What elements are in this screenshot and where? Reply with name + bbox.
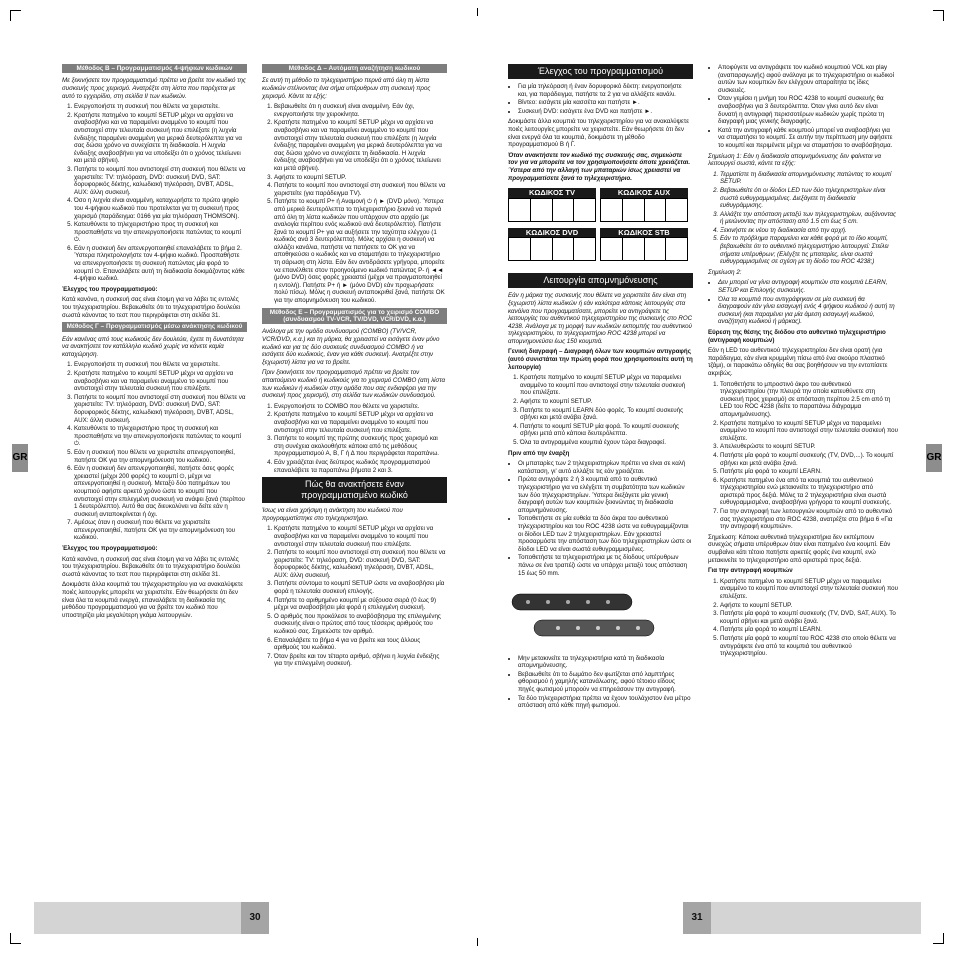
code-digit-boxes xyxy=(508,198,596,222)
paragraph: Ανάλογα με την ομάδα συνδυασμού (COMBO) (TV/VCR, VCR/DVD, κ.α.) και τη μάρκα, θα χρειαστεί να εισάγετε έναν μόνο κωδικό και για τις δύο συσκευές συνδυασμού COMBO ή να εισάγετε δύο κωδικούς, έναν για κάθε συσκευή. Ανατρέξτε στην ξεχωριστή λίστα για να το βρείτε. xyxy=(262,328,440,366)
list-item: • Μην μετακινείτε τα τηλεχειριστήρια κατά τη διαδικασία απομνημόνευσης. xyxy=(518,655,693,670)
list-item: 3. Αφήστε το κουμπί SETUP. xyxy=(274,174,447,182)
section-header: Μέθοδος Β – Προγραμματισμός 4-ψήφιων κωδικών xyxy=(62,64,247,73)
list-item: 4. Πατήστε το κουμπί που αντιστοιχεί στη συσκευή που θέλετε να χειριστείτε (για παράδειγμα TV). xyxy=(274,182,447,197)
list-item: 2. Κρατήστε πατημένο το κουμπί SETUP μέχρι να αρχίσει να αναβοσβήνει και να παραμείνει αναμμένο το κουμπί που αντιστοιχεί στην τελευταία συσκευή που επιλέξατε (η λυχνία ένδειξης παραμένει αναμμένη για μερικά δευτερόλεπτα για να σας δώσει χρόνο να συνεχίσετε τη διαδικασία. Η λυχνία ένδειξης αναβοσβήνει για να υποδείξει ότι ο χρόνος τελείωνει και μετά σβήνει). xyxy=(74,112,247,165)
code-digit-boxes xyxy=(600,237,688,261)
bullet-list xyxy=(708,279,898,326)
language-tab-left: GR xyxy=(12,444,28,472)
steps-list xyxy=(62,361,247,542)
list-item: • Δεν μπορεί να γίνει αντιγραφή κουμπιών στα κουμπιά LEARN, SETUP και Επιλογής συσκευής. xyxy=(718,279,898,294)
code-field-dvd xyxy=(508,228,596,262)
list-item: 2. Βεβαιωθείτε ότι οι δίοδοι LED των δύο τηλεχειριστηρίων είναι σωστά ευθυγραμμισμένες. Διεξάγετε τη διαδικασία ευθυγράμμισης. xyxy=(720,187,898,210)
subheading: Έλεγχος του προγραμματισμού: xyxy=(62,285,158,293)
list-item: 4. Εάν χρειάζεται ένας δεύτερος κωδικός προγραμματισμού επαναλάβετε τα παραπάνω βήματα 2 και 3. xyxy=(274,459,447,474)
list-item: • Τα δύο τηλεχειριστήρια πρέπει να έχουν τουλάχιστον ένα μέτρο απόσταση από κάθε πηγή φωτισμού. xyxy=(518,695,693,710)
list-item: 3. Πατήστε σύντομα το κουμπί SETUP ώστε να αναβοσβήσει μία φορά η τελευταία συσκευή επιλογής. xyxy=(274,580,447,595)
list-item: 5. Πατήστε μία φορά το κουμπί LEARN. xyxy=(720,468,898,476)
section-header: Μέθοδος Δ – Αυτόματη αναζήτηση κωδικού xyxy=(262,64,447,73)
list-item: • Αποφύγετε να αντιγράψετε τον κωδικό κουμπιού VOL και play (αναπαραγωγής) αφού ανάλογα με το τηλεχειριστήριο οι κωδικοί αυτών των κουμπιών δεν ελέγχουν απαραίτητα τις ίδιες συσκευές. xyxy=(718,64,898,94)
steps-list xyxy=(708,381,898,531)
code-digit-boxes xyxy=(508,237,596,261)
steps-list xyxy=(262,525,447,668)
list-item: 6. Εάν η συσκευή δεν απενεργοποιηθεί επαναλάβετε το βήμα 2. Ύστερα πληκτρολογήστε τον 4-ψήφιο κωδικό. Προσπαθήστε να απενεργοποιήσετε τη συσκευή πατώντας μία φορά το κουμπί ⏻. Επαναλάβετε αυτή τη διαδικασία δοκιμάζοντας κάθε 4-ψήφιο κωδικό. xyxy=(74,245,247,283)
column-3 xyxy=(508,64,693,713)
list-item: 4. Ξεκινήστε εκ νέου τη διαδικασία από την αρχή. xyxy=(720,227,898,235)
list-item: 2. Πατήστε το κουμπί που αντιστοιχεί στη συσκευή που θέλετε να χειριστείτε: TV: τηλεόραση, DVD: συσκευή DVD, SAT: δορυφορικός δέκτης, καλωδιακή τηλεόραση, DVBT, ADSL, AUX: άλλη συσκευή. xyxy=(274,549,447,579)
footer-bar xyxy=(711,902,921,934)
footer-bar xyxy=(34,902,241,934)
bullet-list xyxy=(508,460,693,577)
list-item: 6. Επαναλάβετε το βήμα 4 για να βρείτε και τους άλλους αριθμούς του κωδικού. xyxy=(274,637,447,652)
crop-mark xyxy=(10,933,21,944)
section-header: Λειτουργία απομνημόνευσης xyxy=(508,273,693,288)
list-item: • Βίντεο: εισάγετε μία κασσέτα και πατήστε ►. xyxy=(518,99,693,107)
list-item: 2. Αφήστε το κουμπί SETUP. xyxy=(720,602,898,610)
list-item: 2. Κρατήστε πατημένο το κουμπί SETUP μέχρι να αρχίσει να αναβοσβήνει και να παραμείνει αναμμένο το κουμπί που αντιστοιχεί στην τελευταία συσκευή που επιλέξατε. xyxy=(74,370,247,393)
list-item: 4. Πατήστε μία φορά το κουμπί LEARN. xyxy=(720,626,898,634)
list-item: 2. Αφήστε το κουμπί SETUP. xyxy=(520,398,693,406)
section-header: Πώς θα ανακτήσετε έναν προγραμματισμένο κωδικό xyxy=(262,477,447,503)
list-item: 4. Πατήστε μία φορά το κουμπί συσκευής (TV, DVD,...). Το κουμπί σβήνει και μετά ανάβει ξανά. xyxy=(720,452,898,467)
code-digit-boxes xyxy=(600,198,688,222)
page-number-right: 31 xyxy=(683,902,711,934)
list-item: 1. Κρατήστε πατημένο το κουμπί SETUP μέχρι να παραμείνει αναμμένο το κουμπί που αντιστοιχεί στην τελευταία συσκευή που επιλέξατε. xyxy=(520,374,693,397)
code-field-tv xyxy=(508,188,596,222)
list-item: 2. Κρατήστε πατημένο το κουμπί SETUP μέχρι να αρχίσει να αναβοσβήνει και να παραμείνει αναμμένο το κουμπί που αντιστοιχεί στην τελευταία συσκευή που επιλέξατε. xyxy=(274,411,447,434)
section-header: Μέθοδος Γ – Προγραμματισμός μέσω ανάκτησης κωδικού xyxy=(62,322,247,331)
paragraph: Κατά κανόνα, η συσκευή σας είναι έτοιμη για να λάβει τις εντολές του τηλεχειριστηρίου. Βεβαιωθείτε ότι το τηλεχειριστήριο δουλεύει σωστά κάνοντας το τεστ που περιγράφεται στη σελίδα 31. xyxy=(62,296,241,319)
section-header: Έλεγχος του προγραμματισμού xyxy=(508,64,693,79)
paragraph: Σε αυτή τη μέθοδο το τηλεχειριστήριο περνά από όλη τη λίστα κωδικών στέλνοντας ένα σήμα υπέρυθρων στη συσκευή προς χειρισμό. Κάντε τα εξής: xyxy=(262,77,431,100)
paragraph: Δοκιμάστε άλλα κουμπιά του τηλεχειριστηρίου για να ανακαλύψετε ποιές λειτουργίες μπορείτε να χειριστείτε. Εάν θεωρήσετε ότι δεν είναι ενεργά όλα τα κουμπιά, δοκιμάστε τη μέθοδο προγραμματισμού Β ή Γ. xyxy=(508,118,689,149)
code-label: ΚΩΔΙΚΟΣ TV xyxy=(508,188,596,198)
crop-mark xyxy=(933,933,944,944)
list-item: • Τοποθετήστε σε μία ευθεία τα δύο άκρα του αυθεντικού τηλεχειριστηρίου και του ROC 4238 ώστε να ευθυγραμμίζονται οι δίοδοι LED των 2 τηλεχειριστηρίων. Εάν χρειαστεί προσαρμόστε την απόσταση των δύο τηλεχειριστηρίων ώστε οι δίοδοι LED να είναι σωστά ευθυγραμμισμένες. xyxy=(518,515,693,553)
list-item: • Κατά την αντιγραφή κάθε κουμπιού μπορεί να αναβοσβήνει για να σταματήσει το κουμπί. Σε αυτήν την περίπτωση μην αφήσετε το κουμπί και περιμένετε μέχρι να σταματήσει το αναβόσβησμα. xyxy=(718,127,898,150)
list-item: 5. Κατευθύνετε το τηλεχειριστήριο προς τη συσκευή και προσπαθήστε να την απενεργοποιήσετε πατώντας το κουμπί ⏻. xyxy=(74,221,247,244)
steps-list xyxy=(708,171,898,266)
page-number-left: 30 xyxy=(241,902,269,934)
subheading: Γενική διαγραφή – Διαγραφή όλων των κουμπιών αντιγραφής (αυτό συνιστάται την πρώτη φορά που χρησιμοποιείτε αυτή τη λειτουργία) xyxy=(508,348,693,371)
code-label: ΚΩΔΙΚΟΣ STB xyxy=(600,228,688,238)
list-item: 1. Τερματίστε τη διαδικασία απομνημόνευσης πατώντας το κουμπί SETUP. xyxy=(720,171,898,186)
paragraph: Εάν η μάρκα της συσκευής που θέλετε να χειριστείτε δεν είναι στη ξεχωριστή λίστα κωδικών ή εάν καλύτερα κάποιες λειτουργίες στα κανάλια που προγραμματίσατε, μπορείτε να αντιγράψετε τις λειτουργίες του αυθεντικού τηλεχειριστηρίου της συσκευής στο ROC 4238. Ανάλογα με τη μορφή των κωδικών εκπομπής του αυθεντικού τηλεχειριστηρίου, το τηλεχειριστήριο ROC 4238 μπορεί να απομνημονεύσει έως 150 κουμπιά. xyxy=(508,292,693,345)
list-item: 3. Πατήστε το κουμπί της πρώτης συσκευής προς χειρισμό και στη συνέχεια ακολουθήστε κάποια από τις μεθόδους προγραμματισμού Α, Β, Γ ή Δ που περιγράφεται παραπάνω. xyxy=(274,435,447,458)
list-item: • Οι μπαταρίες των 2 τηλεχειριστηρίων πρέπει να είναι σε καλή κατάσταση, γι' αυτό αλλάξτε τις εάν χρειάζεται. xyxy=(518,460,693,475)
subheading: Για την αντιγραφή κουμπιών xyxy=(708,567,793,575)
list-item: 5. Ο αριθμός που προκάλεσε το αναβόσβησμα της επιλεγμένης συσκευής είναι ο πρώτος από τους τέσσερις αριθμούς του κωδικού σας. Σημειώστε τον αριθμό. xyxy=(274,613,447,636)
steps-list xyxy=(262,103,447,304)
paragraph: Δοκιμάστε άλλα κουμπιά του τηλεχειριστηρίου για να ανακαλύψετε ποιές λειτουργίες μπορείτε να χειριστείτε. Εάν θεωρήσετε ότι δεν είναι όλα τα κουμπιά ενεργά, επαναλάβετε τη διαδικασία της μεθόδου προγραμματισμού για να βρείτε τον κωδικό που υποστηρίζει μία μεγαλύτερη γκάμα λειτουργιών. xyxy=(62,581,243,619)
section-header: Μέθοδος Ε – Προγραμματισμός για το χειρισμό COMBO (συνδυασμού TV-VCR, TV/DVD, VCR/DVD, κ.α.) xyxy=(262,308,447,325)
list-item: 1. Τοποθετήστε το μπροστινό άκρο του αυθεντικού τηλεχειριστηρίου (την πλευρά την οποία κατευθύνετε στη συσκευή προς χειρισμό) σε απόσταση περίπου 2.5 cm από τη LED του ROC 4238 (δείτε το παραπάνω διάγραμμα απομνημόνευσης). xyxy=(720,381,898,419)
steps-list xyxy=(508,374,693,446)
list-item: 5. Όλα τα αντιγραμμένα κουμπιά έχουν τώρα διαγραφεί. xyxy=(520,439,693,447)
list-item: • Συσκευή DVD: εισάγετε ένα DVD και πατήστε ►. xyxy=(518,108,693,116)
paragraph: Κατά κανόνα, η συσκευή σας είναι έτοιμη για να λάβει τις εντολές του τηλεχειριστηρίου. Βεβαιωθείτε ότι το τηλεχειριστήριο δουλεύει σωστά κάνοντας το τεστ που περιγράφεται στη σελίδα 31. xyxy=(62,555,241,578)
column-4 xyxy=(708,64,898,661)
fold-mark xyxy=(477,8,478,16)
list-item: • Για μία τηλεόραση ή έναν δορυφορικό δέκτη: ενεργοποιήστε και, για παράδειγμα, πατήστε τα 2 για να αλλάξετε κανάλι. xyxy=(518,83,693,98)
code-field-aux xyxy=(600,188,688,222)
crop-mark xyxy=(933,10,944,21)
list-item: 3. Πατήστε το κουμπί που αντιστοιχεί στη συσκευή που θέλετε να χειριστείτε: TV: τηλεόραση, DVD: συσκευή DVD, SAT: δορυφορικός δέκτης, καλωδιακή τηλεόραση, DVBT, ADSL, AUX: άλλη συσκευή. xyxy=(74,394,247,424)
steps-list xyxy=(262,403,447,474)
list-item: • Πρώτα αντιγράψτε 2 ή 3 κουμπιά από το αυθεντικό τηλεχειριστήριο για να ελέγξετε τη συμβατότητα των κωδικών των δύο τηλεχειριστηρίων. Ύστερα διεξάγετε μία γενική διαγραφή αυτών των κουμπιών ξεκινώντας τη διαδικασία απομνημόνευσης. xyxy=(518,476,693,514)
list-item: 5. Εάν το πρόβλημα παραμείνει και κάθε φορά με το ίδιο κουμπί, βεβαιωθείτε ότι το αυθεντικό τηλεχειριστήριο λειτουργεί: Στείλει σήματα υπέρυθρων; (Ελέγξτε τις μπαταρίες, είναι σωστά ευθυγραμμισμένες σε σχέση με τη δίοδο του ROC 4238;) xyxy=(720,235,898,265)
code-label: ΚΩΔΙΚΟΣ DVD xyxy=(508,228,596,238)
paragraph: Όταν ανακτήσετε τον κωδικό της συσκευής σας, σημειώστε τον για να μπορείτε να τον χρησιμοποιήσετε όποτε χρειάζεται. Ύστερα από την αλλαγή των μπαταριών ίσως χρειαστεί να προγραμματίσετε ξανά το τηλεχειριστήριο. xyxy=(508,151,691,182)
list-item: 7. Για την αντιγραφή των λειτουργιών κουμπιών από το αυθεντικό σας τηλεχειριστήριο στο ROC 4238, ανατρέξτε στο βήμα 6 «Για την αντιγραφή κουμπιών». xyxy=(720,508,898,531)
note-title: Σημείωση 1: Εάν η διαδικασία απομνημόνευσης δεν φαίνεται να λειτουργεί σωστά, κάντε τα εξής: xyxy=(708,152,881,168)
list-item: 3. Πατήστε το κουμπί που αντιστοιχεί στη συσκευή που θέλετε να χειριστείτε: TV: τηλεόραση, DVD: συσκευή DVD, SAT: δορυφορικός δέκτης, καλωδιακή τηλεόραση, DVBT, ADSL, AUX: άλλη συσκευή. xyxy=(74,166,247,196)
list-item: 4. Πατήστε το αριθμημένο κουμπί με σύξουσα σειρά (0 έως 9) μέχρι να αναβοσβήσει μία φορά η επιλεγμένη συσκευή. xyxy=(274,597,447,612)
paragraph: Σημείωση: Κάποια αυθεντικά τηλεχειριστήρια δεν εκπέμπουν συνεχώς σήματα υπέρυθρων όταν είναι πατημένο ένα κουμπί. Εάν συμβαίνει κάτι τέτοιο πατήστε αρκετές φορές ένα κουμπί, ενώ μετακινείτε το τηλεχειριστήριο από αριστερά προς δεξιά. xyxy=(708,533,891,564)
list-item: 5. Εάν η συσκευή που θέλετε να χειριστείτε απενεργοποιηθεί, πατήστε OK για την απομνημόνευση του κωδικού. xyxy=(74,449,247,464)
column-2 xyxy=(262,64,447,671)
subheading: Πριν από την έναρξη xyxy=(508,449,570,457)
subheading: Εύρεση της θέσης της διόδου στο αυθεντικό τηλεχειριστήριο (αντιγραφή κουμπιών) xyxy=(708,329,886,344)
list-item: 1. Ενεργοποιήστε τη συσκευή που θέλετε να χειριστείτε. xyxy=(74,361,247,369)
list-item: 4. Κατευθύνετε το τηλεχειριστήριο προς τη συσκευή και προσπαθήστε να την απενεργοποιήσετε πατώντας το κουμπί ⏻. xyxy=(74,425,247,448)
steps-list xyxy=(708,578,898,658)
list-item: 1. Κρατήστε πατημένο το κουμπί SETUP μέχρι να παραμείνει αναμμένο το κουμπί που αντιστοιχεί στην τελευταία συσκευή που επιλέξατε. xyxy=(720,578,898,601)
list-item: 7. Όταν βρείτε και τον τέταρτο αριθμό, σβήνει η λυχνία ένδειξης για την επιλεγμένη συσκευή. xyxy=(274,653,447,668)
list-item: 4. Πατήστε το κουμπί SETUP μία φορά. Το κουμπί συσκευής σβήνει μετά από κάποια δευτερόλεπτα. xyxy=(520,423,693,438)
crop-mark xyxy=(10,10,21,21)
list-item: 4. Όσο η λυχνία είναι αναμμένη, καταχωρήστε το πρώτο ψηφίο του 4-ψήφιου κωδικού που προτείνεται για τη συσκευή προς χειρισμό (παράδειγμα: 0166 για μία τηλεόραση THOMSON). xyxy=(74,197,247,220)
list-item: 2. Κρατήστε πατημένο το κουμπί SETUP μέχρι να αρχίσει να αναβοσβήνει και να παραμείνει αναμμένο το κουμπί που αντιστοιχεί στην τελευταία συσκευή που επιλέξατε (η λυχνία ένδειξης παραμένει αναμμένη για μερικά δευτερόλεπτα για να σας δώσει χρόνο να συνεχίσετε τη διαδικασία. Η λυχνία ένδειξης αναβοσβήνει για να υποδείξει ότι ο χρόνος τελείωνει και μετά σβήνει). xyxy=(274,119,447,172)
subheading: Έλεγχος του προγραμματισμού: xyxy=(62,545,158,553)
remote-alignment-illustration xyxy=(508,586,658,646)
list-item: 7. Αμέσως όταν η συσκευή που θέλετε να χειριστείτε απενεργοποιηθεί, πατήστε OK για την απομνημόνευση του κωδικού. xyxy=(74,519,247,542)
list-item: 5. Πατήστε το κουμπί P+ ή Αναμονή ⏻ ή ► (DVD μόνο). Ύστερα από μερικά δευτερόλεπτα το τηλεχειριστήριο ξεκινά να περνά από όλη τη λίστα κωδικών που υπάρχουν στο αρχείο (με αναλογία περίπου ενός κωδικού ανά δευτερόλεπτο). Πατήστε ξανά το κουμπί P+ για να αυξήσετε την ταχύτητα ελέγχου (1 κωδικός ανά 3 δευτερόλεπτα). Μόλις αρχίσει η συσκευή να αλλάζει κανάλια, πατήστε να πατήσετε το OK για να αποθηκεύσει ο κωδικός και να σταματήσει το τηλεχειριστήριο τη σάρωση στη λίστα. Εάν δεν αντιδράσετε γρήγορα, μπορείτε να επανέλθετε στον προηγούμενο κωδικό πατώντας P- ή ◄◄ (μόνο DVD) όσες φορές χρειαστεί (μέχρι να πραγματοποιηθεί η εντολή). Πατήστε P+ ή ► (μόνο DVD) εάν προχωρήσατε πολύ πίσω). Μόλις η συσκευή ανταποκριθεί ξανά, πατήστε OK για την απομνημόνευση του κωδικού. xyxy=(274,198,447,304)
list-item: • Όλα τα κουμπιά που αντιγράφηκαν σε μία συσκευή θα διαγραφούν εάν γίνει εισαγωγή ενός 4 ψήφιου κωδικού ή αυτή τη συσκευή (και παραμένει για μία άμεση εισαγωγή κωδικού, αναζήτηση κωδικού ή μάρκας). xyxy=(718,296,898,326)
paragraph: Ίσως να είναι χρήσιμη η ανάκτηση του κωδικού που προγραμματίστηκε στο τηλεχειριστήριο. xyxy=(262,507,403,522)
paragraph: Με ξεκινήσετε τον προγραμματισμό πρέπει να βρείτε τον κωδικό της συσκευής προς χειρισμό. Ανατρέξτε στη λίστα που παρέχεται με αυτό το εγχειρίδιο, στη σελίδα ΙΙ των κωδικών. xyxy=(62,77,246,100)
list-item: 6. Εάν η συσκευή δεν απενεργοποιηθεί, πατήστε όσες φορές χρειαστεί (μέχρι 200 φορές) το κουμπί ⏻, μέχρι να απενεργοποιηθεί η συσκευή. Μεταξύ δύο πατημάτων του κουμπιού αφήστε αρκετό χρόνο ώστε το κουμπί που αντιστοιχεί στην επιλεγμένη συσκευή να ανάψει ξανά (περίπου 1 δευτερόλεπτο). Αυτό θα σας διευκολύνει να δείτε εάν η συσκευή ανταποκρίνεται ή όχι. xyxy=(74,465,247,518)
code-label: ΚΩΔΙΚΟΣ AUX xyxy=(600,188,688,198)
bullet-list xyxy=(508,655,693,710)
list-item: 2. Κρατήστε πατημένο το κουμπί SETUP μέχρι να παραμείνει αναμμένο το κουμπί που αντιστοιχεί στην τελευταία συσκευή που επιλέξατε. xyxy=(720,420,898,443)
fold-mark xyxy=(477,938,478,946)
list-item: 3. Πατήστε μία φορά το κουμπί συσκευής (TV, DVD, SAT, AUX). Το κουμπί σβήνει και μετά ανάβει ξανά. xyxy=(720,610,898,625)
paragraph: Εάν κανένας από τους κωδικούς δεν δουλεύει, έχετε τη δυνατότητα να ανακτήσετε τον κατάλληλο κωδικό χωρίς να κάνετε καμία καταχώρηση. xyxy=(62,335,244,358)
bullet-list xyxy=(508,83,693,115)
column-1 xyxy=(62,64,247,622)
list-item: 6. Κρατήστε πατημένο ένα από τα κουμπιά του αυθεντικού τηλεχειριστηρίου ενώ μετακινείτε το τηλεχειριστήριο από αριστερά προς δεξιά. Μόλις τα 2 τηλεχειριστήρια είναι σωστά ευθυγραμμισμένα, αναβοσβήνει γρήγορα το κουμπί συσκευής. xyxy=(720,477,898,507)
list-item: 5. Πατήστε μία φορά το κουμπί του ROC 4238 στο οποίο θέλετε να αντιγράψετε ένα από τα κουμπιά του αυθεντικού τηλεχειριστηρίου. xyxy=(720,635,898,658)
list-item: 1. Ενεργοποιήστε το COMBO που θέλετε να χειριστείτε. xyxy=(274,403,447,411)
bullet-list xyxy=(708,64,898,150)
list-item: 1. Κρατήστε πατημένο το κουμπί SETUP μέχρι να αρχίσει να αναβοσβήνει και να παραμείνει αναμμένο το κουμπί που αντιστοιχεί στην τελευταία συσκευή που επιλέξατε. xyxy=(274,525,447,548)
list-item: 1. Ενεργοποιήστε τη συσκευή που θέλετε να χειριστείτε. xyxy=(74,103,247,111)
steps-list xyxy=(62,103,247,283)
paragraph: Πριν ξεκινήσετε τον προγραμματισμό πρέπει να βρείτε τον απαιτούμενο κωδικό ή κωδικούς για το χειρισμό COMBO (ατη λίστα των κωδικών ή κωδικών στην ομάδα που σας ενδιαφέρει για την συσκευή προς χειρισμό), στη σελίδα των κωδικών συνδυασμού. xyxy=(262,369,445,400)
list-item: • Βεβαιωθείτε ότι το δωμάτιο δεν φωτίζεται από λαμπτήρες φθορισμού ή χαμηλής κατανάλωσης, αφού τέτοιου είδους πηγές φωτισμού μπορούν να επηρεάσουν την αντιγραφή. xyxy=(518,671,693,694)
note-title: Σημείωση 2: xyxy=(708,268,742,276)
list-item: • Τοποθετήστε τα τηλεχειριστήρια με τις δίοδους υπέρυθρων πάνω σε ένα τραπέζι ώστε να υπάρχει μεταξύ τους απόσταση 15 έως 50 mm. xyxy=(518,554,693,577)
language-tab-right: GR xyxy=(926,444,942,472)
list-item: • Όταν γεμίσει η μνήμη του ROC 4238 το κουμπί συσκευής θα αναβοσβήνει για 3 δευτερόλεπτα. Όταν γίνει αυτό δεν είναι δυνατή η αντιγραφή περισσοτέρων κωδικών χωρίς πρώτα τη διαγραφή μιας γενικής διαγραφής. xyxy=(718,95,898,125)
list-item: 3. Πατήστε το κουμπί LEARN δύο φορές. Το κουμπί συσκευής σβήνει και μετά ανάβει ξανά. xyxy=(520,407,693,422)
code-boxes xyxy=(508,188,693,267)
list-item: 3. Απελευθερώστε το κουμπί SETUP. xyxy=(720,443,898,451)
list-item: 1. Βεβαιωθείτε ότι η συσκευή είναι αναμμένη. Εάν όχι, ενεργοποιήστε την χειροκίνητα. xyxy=(274,103,447,118)
code-field-stb xyxy=(600,228,688,262)
list-item: 3. Αλλάξτε την απόσταση μεταξύ των τηλεχειριστηρίων, αυξάνοντας ή μειώνοντας την απόσταση από 1.5 cm έως 5 cm. xyxy=(720,211,898,226)
paragraph: Εάν η LED του αυθεντικού τηλεχειριστηρίου δεν είναι ορατή (για παράδειγμα, εάν είναι κρυμμένη πίσω από ένα σκούρο πλαστικό τζάμι), οι παρακάτω οδηγίες θα σας βοηθήσουν να την εντοπίσετε ακριβώς. xyxy=(708,347,888,377)
